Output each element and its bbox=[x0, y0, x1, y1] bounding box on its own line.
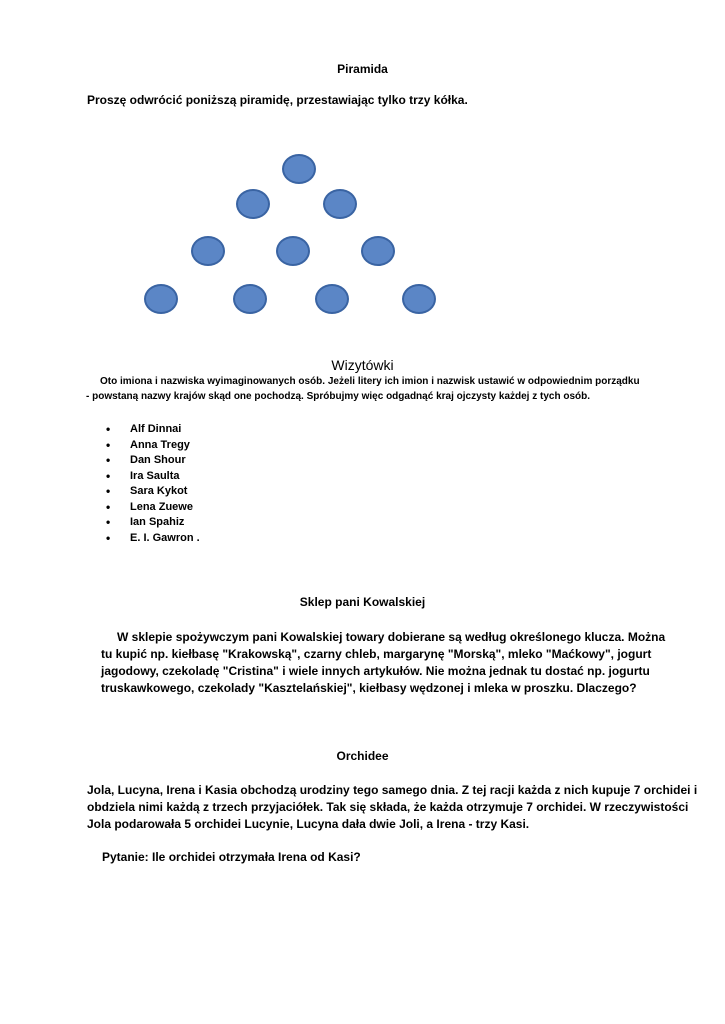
orchidee-title: Orchidee bbox=[336, 749, 389, 763]
sklep-line-3: jagodowy, czekoladę "Cristina" i wiele innych artykułów. Nie można jednak tu dostać np. jogurtu bbox=[101, 664, 650, 678]
sklep-line-2: tu kupić np. kiełbasę "Krakowską", czarny chleb, margarynę "Morską", mleko "Maćkowy", jogurt bbox=[101, 647, 652, 661]
orchidee-line-2: obdziela nimi każdą z trzech przyjaciółek. Tak się składa, że każda otrzymuje 7 orchidei. W rzeczywistości bbox=[87, 800, 689, 814]
sklep-title: Sklep pani Kowalskiej bbox=[299, 595, 426, 609]
wizytowki-title: Wizytówki bbox=[331, 357, 394, 373]
list-item: • Alf Dinnai bbox=[106, 422, 200, 438]
pyramid-circle bbox=[315, 284, 349, 314]
sklep-line-1: W sklepie spożywczym pani Kowalskiej towary dobierane są według określonego klucza. Można bbox=[117, 630, 666, 644]
wizytowki-intro-line1: Oto imiona i nazwiska wyimaginowanych osób. Jeżeli litery ich imion i nazwisk ustawić w odpowiednim porządku bbox=[100, 376, 640, 387]
names-list bbox=[106, 422, 200, 546]
piramida-instruction: Proszę odwrócić poniższą piramidę, przestawiając tylko trzy kółka. bbox=[87, 93, 468, 107]
list-item: • Anna Tregy bbox=[106, 438, 200, 454]
orchidee-line-3: Jola podarowała 5 orchidei Lucynie, Lucyna dała dwie Joli, a Irena - trzy Kasi. bbox=[87, 817, 530, 831]
pyramid-circle bbox=[402, 284, 436, 314]
pyramid-circle bbox=[236, 189, 270, 219]
list-item: • Ian Spahiz bbox=[106, 515, 200, 531]
orchidee-line-1: Jola, Lucyna, Irena i Kasia obchodzą urodziny tego samego dnia. Z tej racji każda z nich kupuje 7 orchidei i bbox=[87, 783, 698, 797]
pyramid-circle bbox=[282, 154, 316, 184]
pyramid-circle bbox=[323, 189, 357, 219]
list-item: • Dan Shour bbox=[106, 453, 200, 469]
pyramid-circle bbox=[276, 236, 310, 266]
pyramid-circle bbox=[191, 236, 225, 266]
pyramid-circle bbox=[361, 236, 395, 266]
pyramid-circle bbox=[233, 284, 267, 314]
orchidee-question: Pytanie: Ile orchidei otrzymała Irena od Kasi? bbox=[102, 850, 361, 864]
pyramid-circle bbox=[144, 284, 178, 314]
sklep-line-4: truskawkowego, czekolady "Kasztelańskiej", kiełbasy wędzonej i mleka w proszku. Dlaczego? bbox=[101, 681, 637, 695]
list-item: • Sara Kykot bbox=[106, 484, 200, 500]
list-item: • Lena Zuewe bbox=[106, 500, 200, 516]
list-item: • E. I. Gawron . bbox=[106, 531, 200, 547]
piramida-title: Piramida bbox=[337, 62, 388, 76]
list-item: • Ira Saulta bbox=[106, 469, 200, 485]
wizytowki-intro-line2: - powstaną nazwy krajów skąd one pochodzą. Spróbujmy więc odgadnąć kraj ojczysty każdej z tych osób. bbox=[86, 391, 591, 402]
